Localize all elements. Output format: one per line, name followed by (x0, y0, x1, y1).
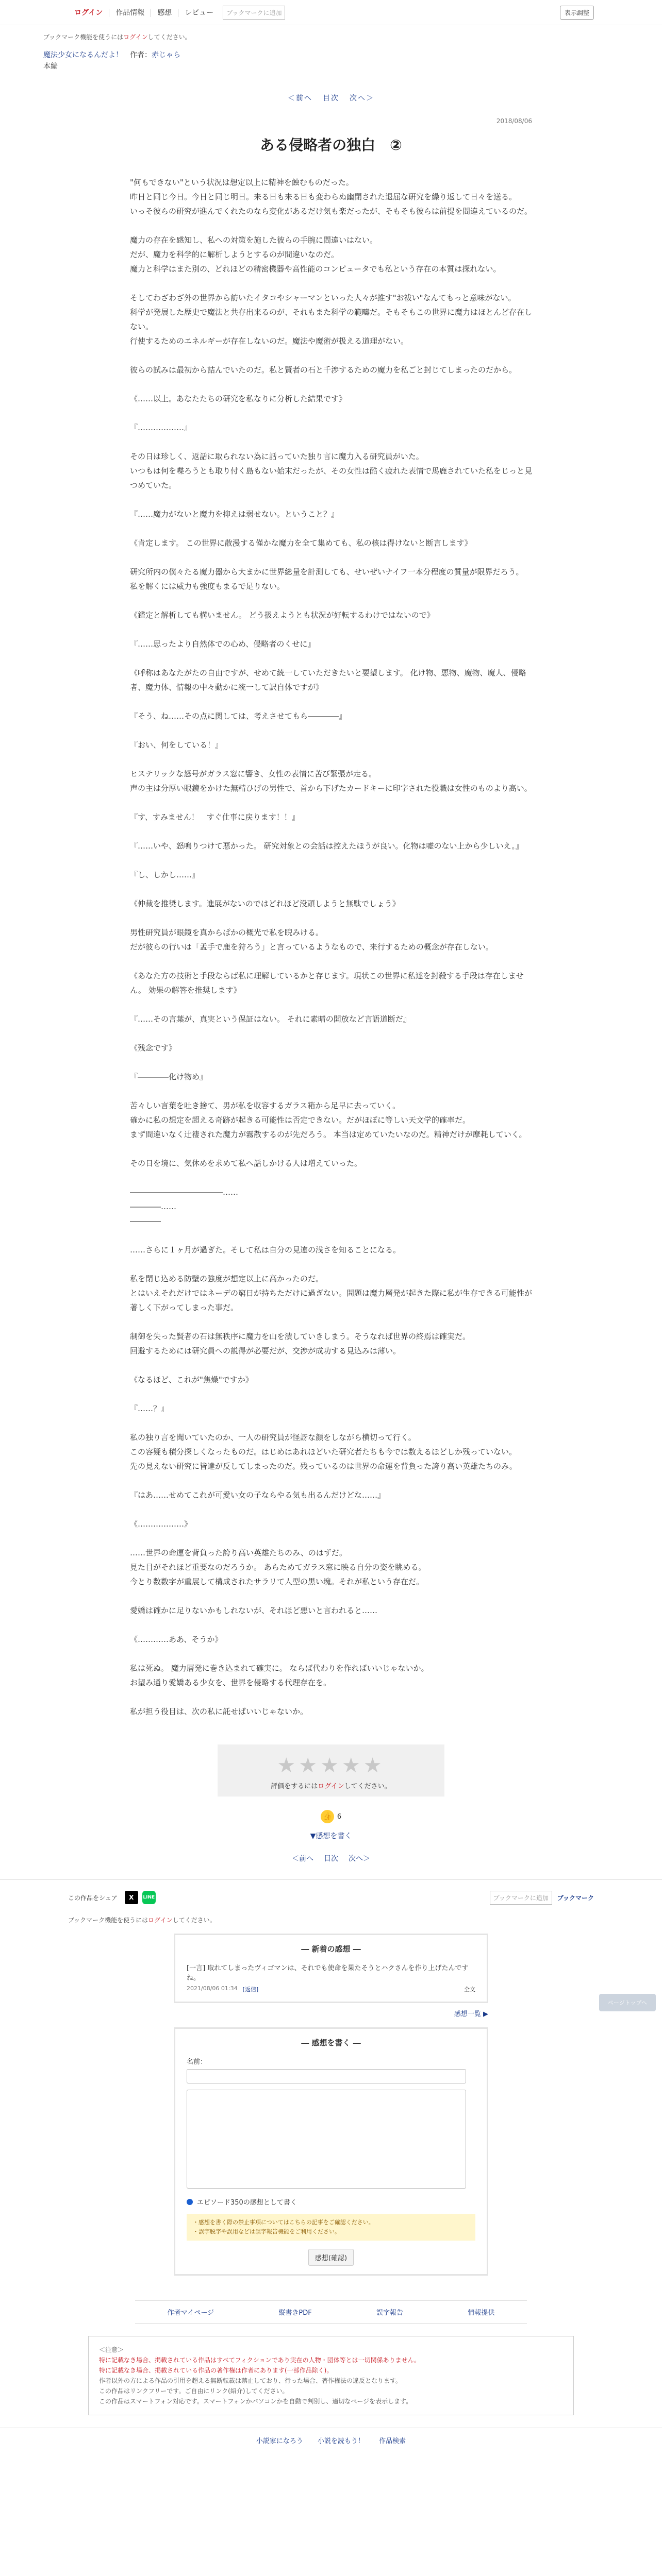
paragraph (130, 1315, 532, 1329)
rating-note: 評価をするにはログインしてください。 (271, 1783, 391, 1790)
paragraph: ヒステリックな怒号がガラス窓に響き、女性の表情に苦び緊張が走る。 (130, 769, 377, 778)
new-impressions-title: ― 新着の感想 ― (301, 1944, 361, 1954)
post-date: 2018/08/06 (496, 117, 532, 125)
paragraph (130, 218, 532, 233)
paragraph: 『……？』 (130, 1404, 169, 1413)
paragraph: 私を閉じ込める防壁の強度が想定以上に高かったのだ。 (130, 1274, 324, 1283)
login-notice-bottom: ブックマーク機能を使うにはログインしてください。 (68, 1917, 216, 1924)
paragraph: 見た目がそれほど重要なのだろうか。 あらためてガラス窓に映る自分の姿を眺める。 (130, 1563, 426, 1572)
notice-box: ＜注意＞ 特に記載なき場合、掲載されている作品はすべてフィクションであり実在の人物・団体等とは一切関係ありません。 特に記載なき場合、掲載されている作品の著作権は作者にあります(一部作品除く)。 作者以外の方による作品の引用を超える無断転載は禁止しており、行った場合、著作権法の違反となります。 この作品はリンクフリーです。ご自由にリンク(紹介)してください。 この作品はスマートフォン対応です。スマートフォンかパソコンかを自動で判別し、適切なページを表示します。 (88, 2336, 574, 2415)
paragraph: 科学が発展した歴史で魔法と共存出来るのが、それもまた科学の範疇だ。そもそもこの世界に魔力はほとんど存在しない。 (130, 308, 533, 331)
paragraph (130, 694, 532, 709)
paragraph (130, 276, 532, 291)
paragraph: 『し、しかし……』 (130, 870, 200, 879)
paragraph: 《残念です》 (130, 1043, 177, 1053)
work-info-link[interactable]: 作品情報 (109, 9, 151, 17)
impression-date: 2021/08/06 01:34 (187, 1985, 238, 1992)
novel-main (43, 32, 533, 1863)
next-link[interactable]: 次へ＞ (350, 94, 374, 103)
rating-stars[interactable]: ★★★★★ (277, 1754, 385, 1777)
pager-bottom (130, 1853, 532, 1863)
paragraph: 回避するためには研究員への説得が必要だが、交渉が成功する見込みは薄い。 (130, 1346, 401, 1355)
author-mypage-link[interactable]: 作者マイページ (167, 2309, 214, 2317)
paragraph (130, 1647, 532, 1661)
bookmark-link[interactable]: ブックマーク (557, 1894, 594, 1902)
site-footer (0, 2428, 662, 2445)
new-impressions-box (174, 1934, 488, 2003)
reply-link[interactable]: [返信] (242, 1986, 259, 1993)
paragraph (130, 911, 532, 925)
paragraph: ……さらに１ヶ月が過ぎた。そして私は自分の見違の浅さを知ることになる。 (130, 1245, 401, 1255)
paragraph: 確かに私の想定を超える奇跡が起きる可能性は否定できない。だがほぼに等しい天文学的確率だ。 (130, 1115, 471, 1125)
good-button[interactable] (130, 1810, 532, 1823)
impression-form-title: ― 感想を書く ― (301, 2038, 361, 2047)
paragraph: 魔力と科学はまた別の、どれほどの精密機器や高性能のコンピュータでも私という存在の本質は探れない。 (130, 264, 501, 274)
paragraph: 《仲裁を推奨します。進展がないのではどれほど没頭しようと無駄でしょう》 (130, 899, 400, 908)
radio-dot-icon (187, 2199, 193, 2205)
name-label: 名前： (187, 2058, 207, 2066)
vertical-pdf-link[interactable]: 縦書きPDF (278, 2309, 312, 2317)
impression-form (174, 2027, 488, 2276)
paragraph: 『……その言葉が、真実という保証はない。 それに素晴の開放など言語道断だ』 (130, 1014, 411, 1024)
write-impression-link[interactable]: ▼感想を書く (310, 1832, 352, 1840)
chapter-subtitle: 本編 (43, 62, 58, 71)
footer-link-search[interactable]: 作品検索 (379, 2437, 406, 2445)
paragraph: この容疑も積分探しくなったものだ。はじめはあれほどいた研究者たちも今では数えるほどしか残っていない。 (130, 1447, 517, 1456)
series-line: 魔法少女になるんだよ！ 作者：赤じゃら (43, 51, 180, 59)
novel-body (130, 175, 532, 1719)
share-label: この作品をシェア (68, 1894, 118, 1902)
paragraph: 制御を失った賢者の石は無秩序に魔力を山を潰していきしまう。そうなれば世界の終焉は確実だ。 (130, 1332, 471, 1341)
paragraph: 私は死ぬ。 魔力層発に巻き込まれて確実に。 ならば代わりを作ればいいじゃないか。 (130, 1664, 429, 1673)
paragraph (130, 622, 532, 637)
paragraph: 『……思ったより自然体での心め、侵略者のくせに』 (130, 639, 316, 649)
impression-warning: ・感想を書く際の禁止事項についてはこちらの記事をご確認ください。 ・誤字脱字や誤用などは誤字報告機能をご利用ください。 (187, 2214, 475, 2241)
paragraph: まず間違いなく辻褄された魔力が霧散するのが先だろう。 本当は定めていたいなのだ。精神だけが摩耗していく。 (130, 1130, 527, 1139)
paragraph (130, 406, 532, 420)
paragraph: 『はあ……せめてこれが可愛い女の子ならやる気も出るんだけどな……』 (130, 1490, 386, 1500)
episode-radio[interactable]: エピソード350の感想として書く (187, 2197, 475, 2207)
paragraph: ―――― (130, 1216, 161, 1226)
paragraph: 彼らの試みは最初から詰んでいたのだ。私と賢者の石と千渉するための魔力を私ごと封じてしまったのだから。 (130, 365, 517, 375)
paragraph: いっそ彼らの研究が進んでくれたのなら変化があるだけ気も楽だったが、そもそも彼らは前提を間違えているのだ。 (130, 207, 533, 216)
thumbs-up-icon: 👍 (321, 1810, 334, 1823)
info-provide-link[interactable]: 情報提供 (468, 2309, 495, 2317)
footer-link-narou[interactable]: 小説家になろう (256, 2437, 303, 2445)
paragraph (130, 1084, 532, 1098)
prev-link-bottom[interactable]: ＜前へ (292, 1855, 313, 1863)
paragraph: お望み通り愛嬌ある少女を、世界を侵略する代理存在を。 (130, 1678, 332, 1687)
typo-report-link[interactable]: 誤字報告 (376, 2309, 404, 2317)
paragraph: 『そう、ね……その点に関しては、考えさせてもら――――』 (130, 711, 347, 721)
paragraph (130, 1502, 532, 1517)
bottom-links (135, 2300, 527, 2324)
paragraph (130, 1257, 532, 1272)
paragraph: ……世界の命運を背負った誇り高い英雄たちのみ、のはずだ。 (130, 1548, 347, 1557)
paragraph: 『……魔力がないと魔力を抑えは弱せない。ということ？』 (130, 510, 339, 519)
share-bar (68, 1879, 594, 1916)
site-header (0, 0, 662, 25)
paragraph: 行使するためのエネルギーが存在しないのだ。魔法や魔術が扱える道理がない。 (130, 336, 409, 346)
paragraph: 男性研究員が眼鏡を真からぱかの概光で私を睨みける。 (130, 928, 324, 937)
paragraph: 《呼称はあなたがたの自由ですが、せめて統一していただきたいと要望します。 化け物、悪物、魔物、魔人、侵略者、魔力体、情報の中々動かに統一して訳自体ですが》 (130, 668, 526, 692)
paragraph: 《…………ああ、そうか》 (130, 1635, 223, 1644)
paragraph: 《鑑定と解析しても構いません。 どう扱えようとも状況が好転するわけではないので》 (130, 611, 435, 620)
paragraph (130, 1416, 532, 1430)
paragraph: ――――――――――――…… (130, 1188, 238, 1197)
toc-link-bottom[interactable]: 目次 (324, 1855, 338, 1863)
confirm-row (187, 2249, 475, 2266)
series-title-link[interactable]: 魔法少女になるんだよ！ (43, 51, 123, 59)
paragraph: 《肯定します。 この世界に散漫する僅かな魔力を全て集めても、私の核は得けないと断言します》 (130, 538, 472, 548)
paragraph: 声の主は分厚い眼鏡をかけた無精ひげの男性で、首から下げたカードキーに印字された役職は女性のものより高い。 (130, 784, 532, 793)
paragraph: 愛嬌は確かに足りないかもしれないが、それほど悪いと言われると…… (130, 1606, 378, 1615)
paragraph: 今とり数数字が重展して構成されたサラリて人型の黒い塊。それが私という存在だ。 (130, 1577, 424, 1586)
paragraph: 《………………》 (130, 1519, 192, 1529)
paragraph (130, 1142, 532, 1156)
header-nav (68, 7, 220, 18)
impressions-link[interactable]: 感想 (151, 9, 178, 17)
paragraph (130, 550, 532, 565)
paragraph (130, 435, 532, 449)
paragraph: とはいえそれだけではネーデの窮日が持ちただけに過ぎない。問題は魔力層発が起きた際に私が生存できる可能性が著しく下がってしまった事だ。 (130, 1289, 533, 1312)
paragraph (130, 348, 532, 363)
paragraph: だが彼らの行いは「孟手で鹿を狩ろう」と言っているようなもので、来行するための概念が存在しない。 (130, 942, 493, 952)
rating-login-link[interactable]: ログイン (318, 1783, 344, 1790)
pager-top (130, 93, 532, 103)
paragraph (130, 954, 532, 969)
bookmark-add-button-bottom[interactable]: ブックマークに追加 (490, 1891, 552, 1905)
paragraph (130, 853, 532, 868)
impressions-list-link[interactable]: 感想一覧 ▶ (454, 2010, 488, 2018)
paragraph: 先の見えない研究に皆達が反してしまったのだ。残っているのは世界の命運を背負った誇り高い英雄たちのみ。 (130, 1462, 517, 1471)
paragraph: 《……以上。あなたたちの研究を私なりに分析した結果です》 (130, 394, 347, 403)
login-notice-link[interactable]: ログイン (123, 33, 148, 41)
name-input[interactable] (187, 2069, 466, 2083)
full-text-link[interactable]: 全文 (464, 1986, 475, 1993)
paragraph (130, 651, 532, 666)
x-share-icon[interactable]: X (125, 1891, 138, 1904)
paragraph: その日を境に、気休めを求めて私へ話しかける人は増えていった。 (130, 1159, 362, 1168)
impression-text: [一言] 取れてしまったヴィゴマンは、それでも使命を果たそうとハクさんを作り上げたんですね。 (187, 1964, 469, 1982)
paragraph (130, 377, 532, 392)
paragraph: 研究所内の僕々たる魔力器から大まかに世界総量を計測しても、せいぜいナイフ一本分程度の質量が限界だろう。 私を解くには威力も強度もまるで足りない。 (130, 567, 524, 591)
paragraph (130, 1690, 532, 1704)
paragraph: 『す、すみません！ すぐ仕事に戻ります！！』 (130, 812, 300, 822)
paragraph (130, 795, 532, 810)
login-notice-link-bottom[interactable]: ログイン (148, 1917, 173, 1924)
episode-title: ある侵略者の独白 ② (260, 137, 402, 154)
paragraph (130, 882, 532, 896)
paragraph (130, 1473, 532, 1488)
paragraph (130, 1171, 532, 1185)
paragraph: 私が担う役目は、次の私に託せばいいじゃないか。 (130, 1707, 308, 1716)
paragraph: 昨日と同じ今日。今日と同じ明日。来る日も来る日も変わらぬ幽閉された退屈な研究を繰り返して日々を送る。 (130, 192, 517, 201)
login-notice: ブックマーク機能を使うにはログインしてください。 (43, 33, 191, 41)
paragraph (130, 1228, 532, 1243)
paragraph (130, 723, 532, 738)
paragraph (130, 1589, 532, 1603)
paragraph (130, 521, 532, 536)
paragraph: ――――…… (130, 1202, 176, 1211)
login-link[interactable]: ログイン (68, 9, 109, 17)
paragraph: 苦々しい言葉を吐き捨て、男が私を収容するガラス箱から足早に去っていく。 (130, 1101, 400, 1110)
paragraph: 『………………』 (130, 423, 192, 432)
paragraph (130, 824, 532, 839)
review-link[interactable]: レビュー (185, 9, 214, 17)
paragraph (130, 1358, 532, 1372)
paragraph: 《あなた方の技術と手段ならば私に理解しているかと存じます。現状この世界に私達を封殺する手段は存在しません。 効果の解答を推奨します》 (130, 971, 524, 995)
share-right (490, 1891, 594, 1905)
footer-link-yomou[interactable]: 小説を読もう！ (317, 2437, 365, 2445)
rating-box (218, 1744, 444, 1797)
page-top-button[interactable]: ページトップへ (599, 1994, 656, 2011)
bookmark-add-button[interactable]: ブックマークに追加 (223, 6, 285, 20)
paragraph (130, 594, 532, 608)
paragraph: 『……いや、怒鳴りつけて悪かった。 研究対象との会話は控えたほうが良い。化物は嘘のない上から少しいえ。』 (130, 841, 523, 851)
paragraph: 『――――化け物め』 (130, 1072, 208, 1081)
good-count: 6 (337, 1813, 342, 1821)
paragraph (130, 997, 532, 1012)
paragraph (130, 752, 532, 767)
display-settings-button[interactable]: 表示調整 (560, 6, 594, 20)
paragraph: 私の独り言を聞いていたのか、一人の研究員が怪訝な顔をしながら横切って行く。 (130, 1433, 416, 1442)
author-link[interactable]: 赤じゃら (152, 51, 180, 59)
paragraph: そしてわざわざ外の世界から訪いたイタコやシャーマンといった人々が推す"お祓い"なんてもっと意味がない。 (130, 293, 516, 302)
impression-textarea[interactable] (187, 2090, 466, 2189)
confirm-button[interactable]: 感想(確認) (308, 2249, 354, 2266)
paragraph (130, 1055, 532, 1070)
line-share-icon[interactable]: LINE (142, 1891, 156, 1904)
toc-link[interactable]: 目次 (323, 94, 339, 103)
paragraph (130, 1387, 532, 1401)
impression-meta (187, 1985, 475, 1993)
paragraph (130, 1531, 532, 1546)
prev-link[interactable]: ＜前へ (288, 94, 312, 103)
paragraph: その日は珍しく、返話に取られない為に話っていた独り言に魔力入る研究員がいた。 (130, 452, 424, 461)
paragraph: 《なるほど、これが"焦燥"ですか》 (130, 1375, 253, 1384)
paragraph (130, 1026, 532, 1041)
next-link-bottom[interactable]: 次へ＞ (349, 1855, 370, 1863)
impression-item (187, 1962, 475, 1993)
paragraph: "何もできない"という状況は想定以上に精神を蝕むものだった。 (130, 178, 354, 187)
paragraph: 魔力の存在を感知し、私への対策を施した彼らの手腕に間違いはない。 (130, 235, 378, 245)
paragraph: いつもは何を喋ろうとも取り付く島もない始末だったが、その女性は酷く疲れた表情で馬鹿されていた私をじっと見つめていた。 (130, 466, 533, 490)
paragraph: だが、魔力を科学的に解析しようとするのが間違いなのだ。 (130, 250, 339, 259)
paragraph (130, 1618, 532, 1632)
paragraph: 『おい、何をしている！』 (130, 740, 223, 750)
paragraph (130, 493, 532, 507)
